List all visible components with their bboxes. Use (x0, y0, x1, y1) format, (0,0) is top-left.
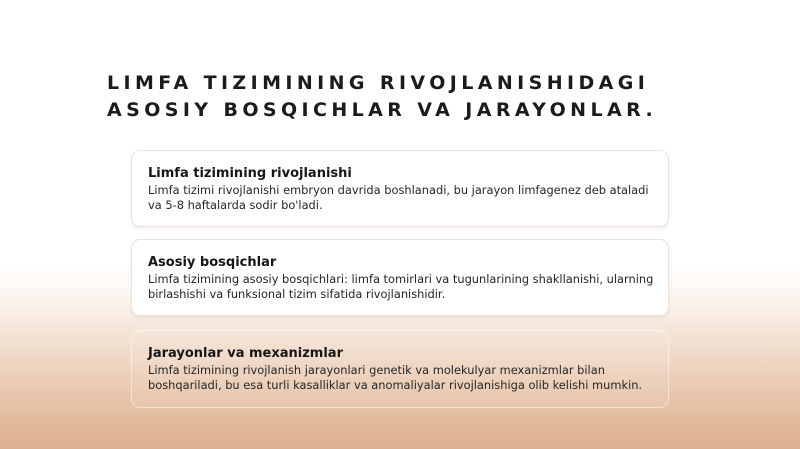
card-lymph-development (131, 150, 669, 227)
slide-title-line-1: LIMFA TIZIMINING RIVOJLANISHIDAGI (107, 72, 650, 94)
card-main-stages (131, 239, 669, 316)
card-processes-mechanisms (131, 330, 669, 408)
card-title: Jarayonlar va mexanizmlar (148, 346, 343, 361)
card-text: Limfa tizimi rivojlanishi embryon davrida boshlanadi, bu jarayon limfagenez deb ataladi va 5-8 haftalarda sodir bo'ladi. (148, 183, 649, 212)
card-title: Limfa tizimining rivojlanishi (148, 166, 352, 181)
card-text: Limfa tizimining rivojlanish jarayonlari genetik va molekulyar mexanizmlar bilan boshqariladi, bu esa turli kasalliklar va anomaliyalar rivojlanishiga olib kelishi mumkin. (148, 363, 643, 392)
card-title: Asosiy bosqichlar (148, 255, 277, 270)
slide-title (107, 70, 657, 124)
card-text: Limfa tizimining asosiy bosqichlari: limfa tomirlari va tugunlarining shakllanishi, ularning birlashishi va funksional tizim sifatida rivojlanishidir. (148, 272, 654, 301)
slide-title-line-2: ASOSIY BOSQICHLAR VA JARAYONLAR. (107, 99, 658, 121)
